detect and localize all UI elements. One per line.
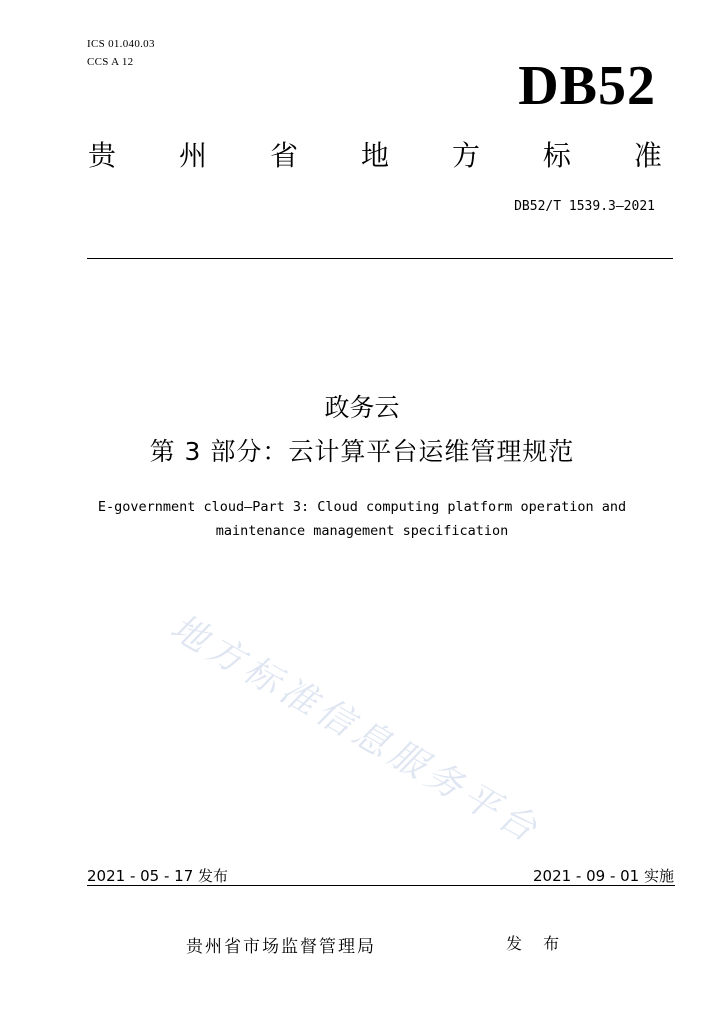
publish-label: 发 布 bbox=[506, 934, 568, 953]
standard-code: DB52 bbox=[518, 55, 656, 117]
english-title-line-1: E-government cloud—Part 3: Cloud computing platform operation and bbox=[97, 499, 627, 515]
publisher: 贵州省市场监督管理局 bbox=[186, 937, 376, 957]
watermark: 地方标准信息服务平台 bbox=[163, 606, 548, 853]
document-subtitle: 第 3 部分：云计算平台运维管理规范 bbox=[149, 437, 575, 466]
english-title-line-2: maintenance management specification bbox=[215, 523, 509, 539]
standard-type-char: 地 bbox=[360, 139, 389, 172]
ics-code: ICS 01.040.03 bbox=[87, 38, 155, 50]
publish-date: 2021 - 05 - 17 发布 bbox=[87, 867, 229, 885]
bottom-divider bbox=[87, 885, 675, 886]
standard-type-char: 贵 bbox=[88, 139, 117, 172]
standard-type-char: 州 bbox=[178, 139, 207, 172]
document-title: 政务云 bbox=[324, 393, 400, 422]
standard-type-char: 准 bbox=[633, 139, 662, 172]
implementation-date: 2021 - 09 - 01 实施 bbox=[532, 867, 674, 885]
ccs-code: CCS A 12 bbox=[87, 56, 134, 68]
standard-type-char: 方 bbox=[451, 139, 480, 172]
standard-number: DB52/T 1539.3—2021 bbox=[514, 199, 655, 214]
top-divider bbox=[87, 258, 673, 259]
standard-type-char: 标 bbox=[542, 139, 571, 172]
standard-type bbox=[88, 139, 662, 172]
standard-type-char: 省 bbox=[269, 139, 298, 172]
